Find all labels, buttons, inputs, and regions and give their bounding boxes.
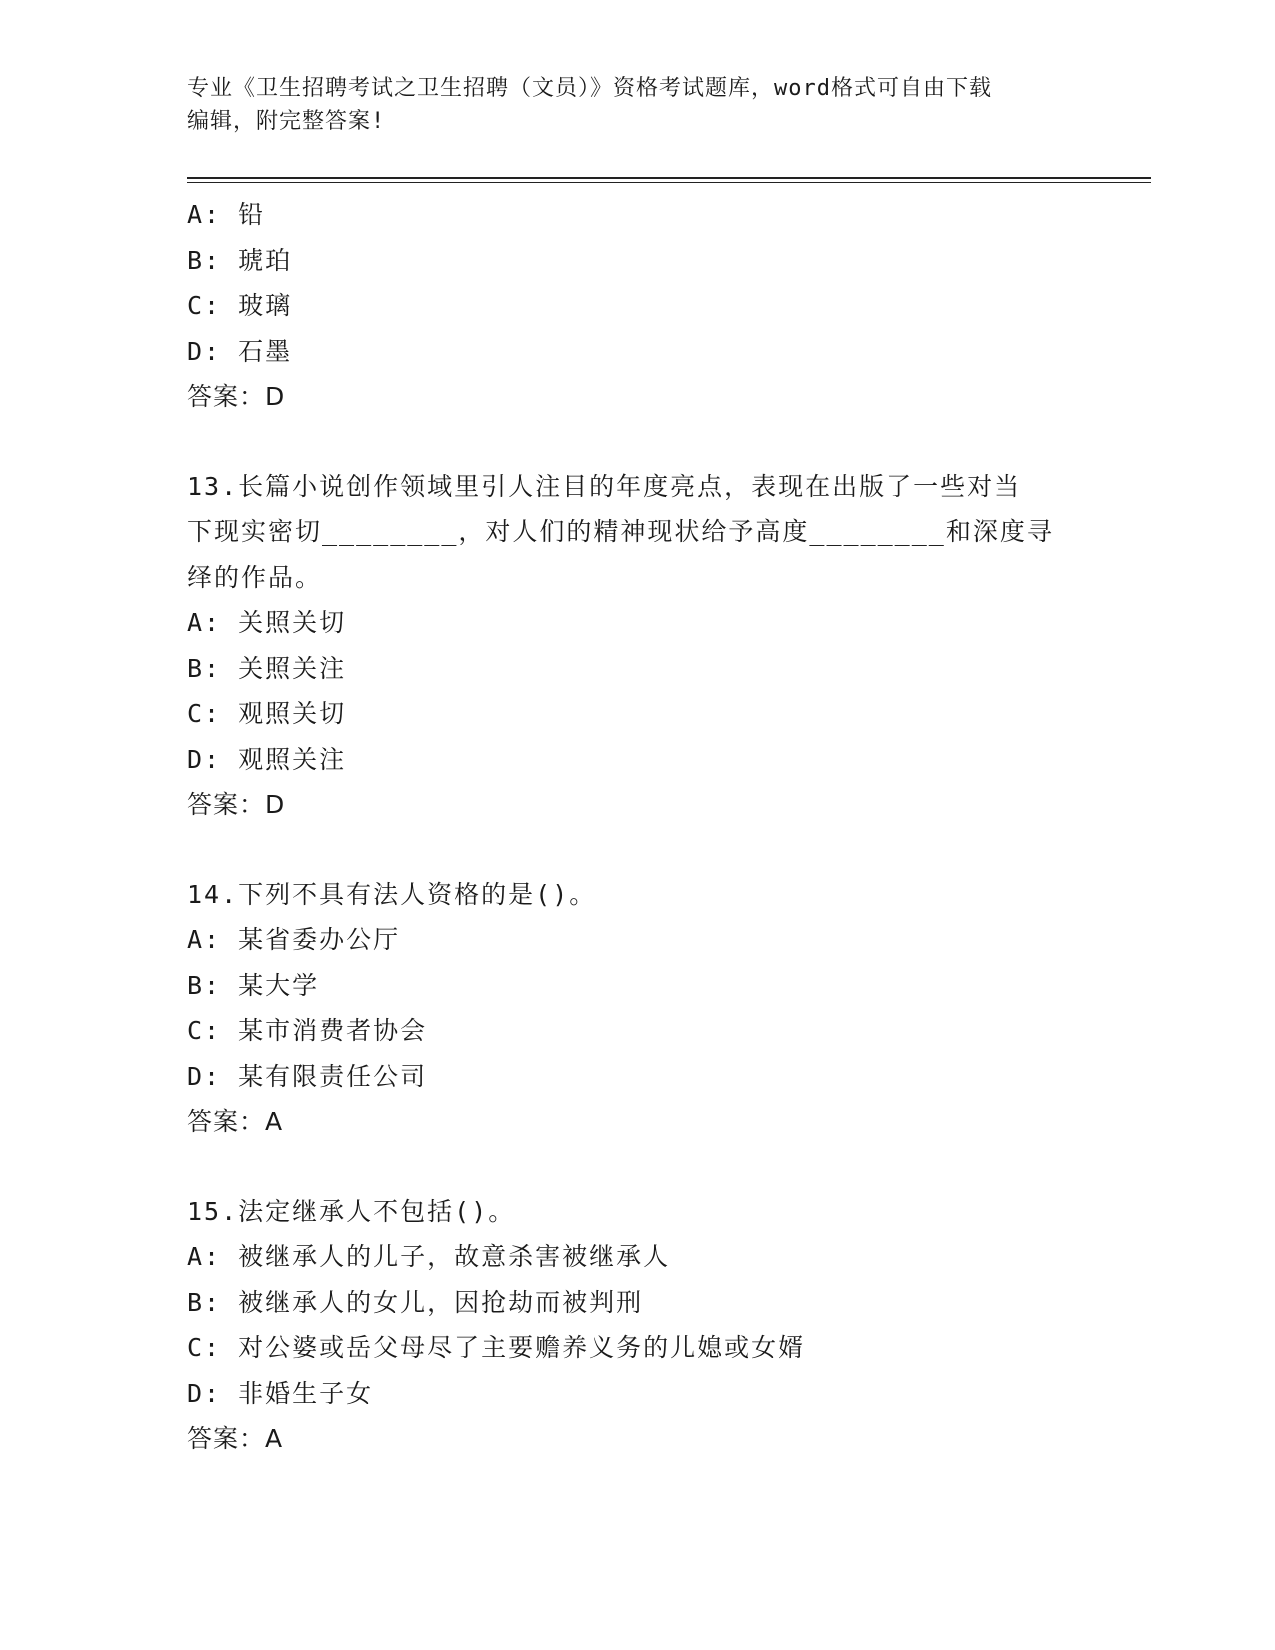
answer-line: 答案：D [187, 382, 286, 411]
question-text-line: 下现实密切________，对人们的精神现状给予高度________和深度寻 [187, 517, 1054, 546]
answer-line: 答案：A [187, 1424, 284, 1453]
question-13 [187, 464, 1087, 828]
option-a: A: 关照关切 [187, 608, 347, 637]
option-c: C: 某市消费者协会 [187, 1016, 428, 1045]
option-c: C: 玻璃 [187, 291, 293, 320]
option-c: C: 观照关切 [187, 699, 347, 728]
option-d: D: 某有限责任公司 [187, 1061, 428, 1091]
document-header [187, 72, 1067, 138]
option-b: B: 琥珀 [187, 245, 293, 275]
spacer [187, 828, 1087, 872]
question-text-line: 14.下列不具有法人资格的是()。 [187, 879, 597, 909]
option-a: A: 被继承人的儿子，故意杀害被继承人 [187, 1242, 671, 1271]
question-text-line: 绎的作品。 [187, 562, 323, 592]
option-b: B: 被继承人的女儿，因抢劫而被判刑 [187, 1287, 644, 1317]
question-list [187, 192, 1087, 1462]
option-d: D: 石墨 [187, 336, 293, 366]
header-divider-thin [187, 182, 1151, 183]
header-title-line-2: 编辑，附完整答案! [187, 109, 386, 134]
header-title-line-1: 专业《卫生招聘考试之卫生招聘（文员）》资格考试题库，word格式可自由下载 [187, 76, 992, 101]
option-d: D: 非婚生子女 [187, 1378, 374, 1408]
spacer [187, 1145, 1087, 1189]
question-12-continued [187, 192, 1087, 420]
option-a: A: 某省委办公厅 [187, 925, 401, 954]
header-divider-thick [187, 177, 1151, 179]
option-c: C: 对公婆或岳父母尽了主要赡养义务的儿媳或女婿 [187, 1333, 806, 1362]
option-b: B: 某大学 [187, 970, 320, 1000]
answer-line: 答案：D [187, 790, 286, 819]
question-text-line: 15.法定继承人不包括()。 [187, 1196, 516, 1226]
question-15 [187, 1189, 1087, 1462]
question-14 [187, 872, 1087, 1145]
option-d: D: 观照关注 [187, 744, 347, 774]
spacer [187, 420, 1087, 464]
option-a: A: 铅 [187, 200, 266, 229]
answer-line: 答案：A [187, 1107, 284, 1136]
option-b: B: 关照关注 [187, 653, 347, 683]
question-text-line: 13.长篇小说创作领域里引人注目的年度亮点，表现在出版了一些对当 [187, 471, 1022, 501]
